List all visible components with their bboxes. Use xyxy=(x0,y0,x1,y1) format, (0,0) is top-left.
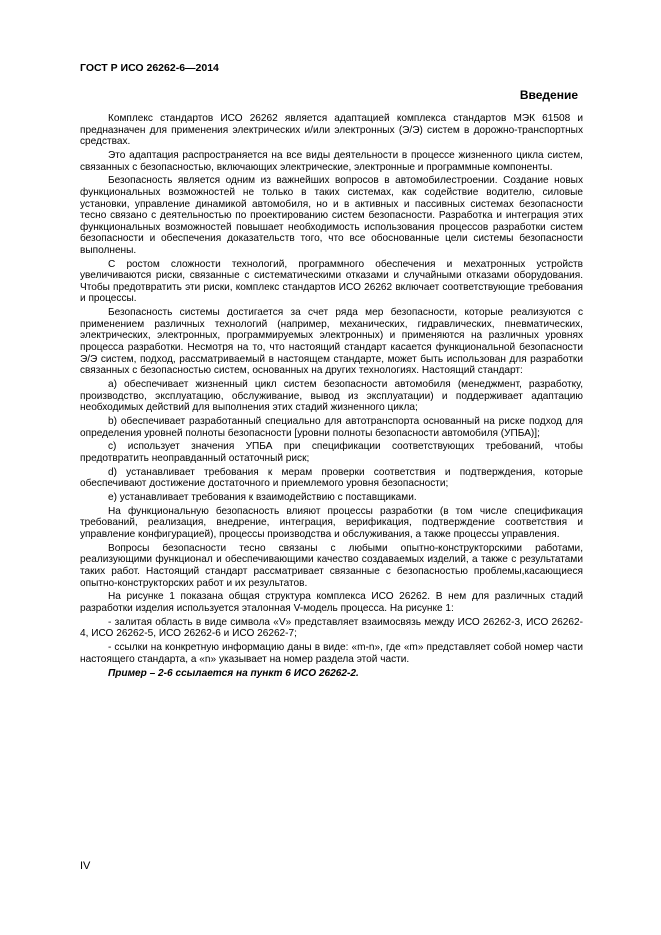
paragraph: На функциональную безопасность влияют процессы разработки (в том числе спецификация требований, реализация, внедрение, интеграция, верификация, подтверждение соответствия и управление конфигурацией), процессы производства и обслуживания, а также процессы управления. xyxy=(80,505,583,541)
document-body xyxy=(80,113,583,681)
paragraph: Вопросы безопасности тесно связаны с любыми опытно-конструкторскими работами, реализующими функционал и обеспечивающими качество создаваемых изделий, а также с результатами таких работ. Настоящий стандарт рассматривает связанные с безопасностью проблемы,касающиеся опытно-конструкторских работ и их результатов. xyxy=(80,542,583,589)
list-item: - залитая область в виде символа «V» представляет взаимосвязь между ИСО 26262-3, ИСО 26262-4, ИСО 26262-5, ИСО 26262-6 и ИСО 26262-7; xyxy=(80,616,583,640)
list-item: e) устанавливает требования к взаимодействию с поставщиками. xyxy=(108,492,417,504)
paragraph: С ростом сложности технологий, программного обеспечения и мехатронных устройств увеличиваются риски, связанные с систематическими отказами и случайными отказами оборудования. Чтобы предотвратить эти риски, комплекс стандартов ИСО 26262 включает соответствующие требования и процессы. xyxy=(80,258,583,305)
paragraph: На рисунке 1 показана общая структура комплекса ИСО 26262. В нем для различных стадий разработки изделия используется эталонная V-модель процесса. На рисунке 1: xyxy=(80,591,583,614)
paragraph: Комплекс стандартов ИСО 26262 является адаптацией комплекса стандартов МЭК 61508 и предназначен для применения электрических и/или электронных (Э/Э) систем в дорожно-транспортных средствах. xyxy=(80,113,583,148)
section-title: Введение xyxy=(519,88,578,102)
document-code: ГОСТ Р ИСО 26262-6—2014 xyxy=(80,62,219,74)
list-item: b) обеспечивает разработанный специально для автотранспорта основанный на риске подход для определения уровней полноты безопасности [уровни полноты безопасности автомобиля (УПБА)]; xyxy=(80,415,583,439)
list-item: - ссылки на конкретную информацию даны в виде: «m-n», где «m» представляет собой номер части настоящего стандарта, а «n» указывает на номер раздела этой части. xyxy=(80,642,583,665)
paragraph: Безопасность системы достигается за счет ряда мер безопасности, которые реализуются с применением различных технологий (например, механических, гидравлических, пневматических, электрических, электронных, программируемых электронных) и применяются на различных уровнях процесса разработки. Несмотря на то, что настоящий стандарт касается функциональной безопасности Э/Э систем, подход, рассматриваемый в настоящем стандарте, может быть использован для разработки связанных с безопасностью систем, основанных на других технологиях. Настоящий стандарт: xyxy=(80,307,583,377)
list-item: d) устанавливает требования к мерам проверки соответствия и подтверждения, которые обеспечивают достижение достаточного и приемлемого уровня безопасности; xyxy=(80,466,583,490)
list-item: a) обеспечивает жизненный цикл систем безопасности автомобиля (менеджмент, разработку, производство, эксплуатацию, обслуживание, вывод из эксплуатации) и поддерживает адаптацию необходимых действий для выполнения этих стадий жизненного цикла; xyxy=(80,379,583,414)
example-note: Пример – 2-6 ссылается на пункт 6 ИСО 26262-2. xyxy=(108,667,359,679)
list-item: c) использует значения УПБА при спецификации соответствующих требований, чтобы предотвратить неоправданный остаточный риск; xyxy=(80,441,583,464)
paragraph: Безопасность является одним из важнейших вопросов в автомобилестроении. Создание новых функциональных возможностей не только в таких системах, как содействие водителю, силовые установки, управление динамикой автомобиля, но и в активных и пассивных системах безопасности тесно связано с деятельностью по проектированию систем безопасности. Разработка и интеграция этих функциональных возможностей повышает необходимость использования процессов разработки систем безопасности и обеспечения доказательств того, что все обоснованные цели системы безопасности выполнены. xyxy=(80,175,583,256)
page-number: IV xyxy=(80,860,91,872)
paragraph: Это адаптация распространяется на все виды деятельности в процессе жизненного цикла систем, связанных с безопасностью, включающих электрические, электронные и программные компоненты. xyxy=(80,149,583,173)
